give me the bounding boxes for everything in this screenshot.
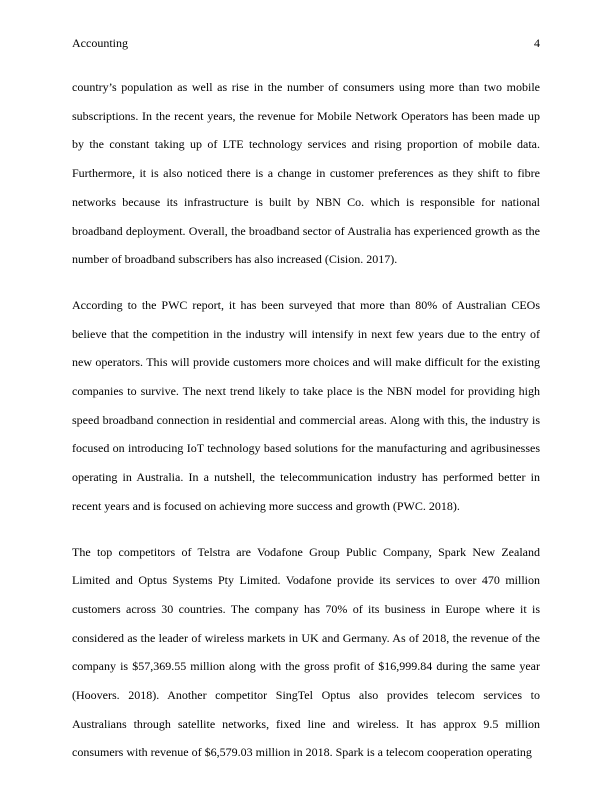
body-text [72,73,540,784]
page-number: 4 [534,36,540,50]
paragraph-broadband-growth: country’s population as well as rise in the number of consumers using more than two mobile subscriptions. In the recent years, the revenue for Mobile Network Operators has been made up by the constant taking up of LTE technology services and rising proportion of mobile data. Furthermore, it is also noticed there is a change in customer preferences as they shift to fibre networks because its infrastructure is built by NBN Co. which is responsible for national broadband deployment. Overall, the broadband sector of Australia has experienced growth as the number of broadband subscribers has also increased (Cision. 2017). [72,80,540,267]
page-header [72,35,540,51]
paragraph-competitors: The top competitors of Telstra are Vodafone Group Public Company, Spark New Zealand Limited and Optus Systems Pty Limited. Vodafone provide its services to over 470 million customers across 30 countries. The company has 70% of its business in Europe where it is considered as the leader of wireless markets in UK and Germany. As of 2018, the revenue of the company is $57,369.55 million along with the gross profit of $16,999.84 during the same year (Hoovers. 2018). Another competitor SingTel Optus also provides telecom services to Australians through satellite networks, fixed line and wireless. It has approx 9.5 million consumers with revenue of $6,579.03 million in 2018. Spark is a telecom cooperation operating [72,544,540,760]
header-title: Accounting [72,36,128,50]
paragraph-pwc-report: According to the PWC report, it has been surveyed that more than 80% of Australian CEOs believe that the competition in the industry will intensify in next few years due to the entry of new operators. This will provide customers more choices and will make difficult for the existing companies to survive. The next trend likely to take place is the NBN model for providing high speed broadband connection in residential and commercial areas. Along with this, the industry is focused on introducing IoT technology based solutions for the manufacturing and agribusinesses operating in Australia. In a nutshell, the telecommunication industry has performed better in recent years and is focused on achieving more success and growth (PWC. 2018). [72,297,540,513]
